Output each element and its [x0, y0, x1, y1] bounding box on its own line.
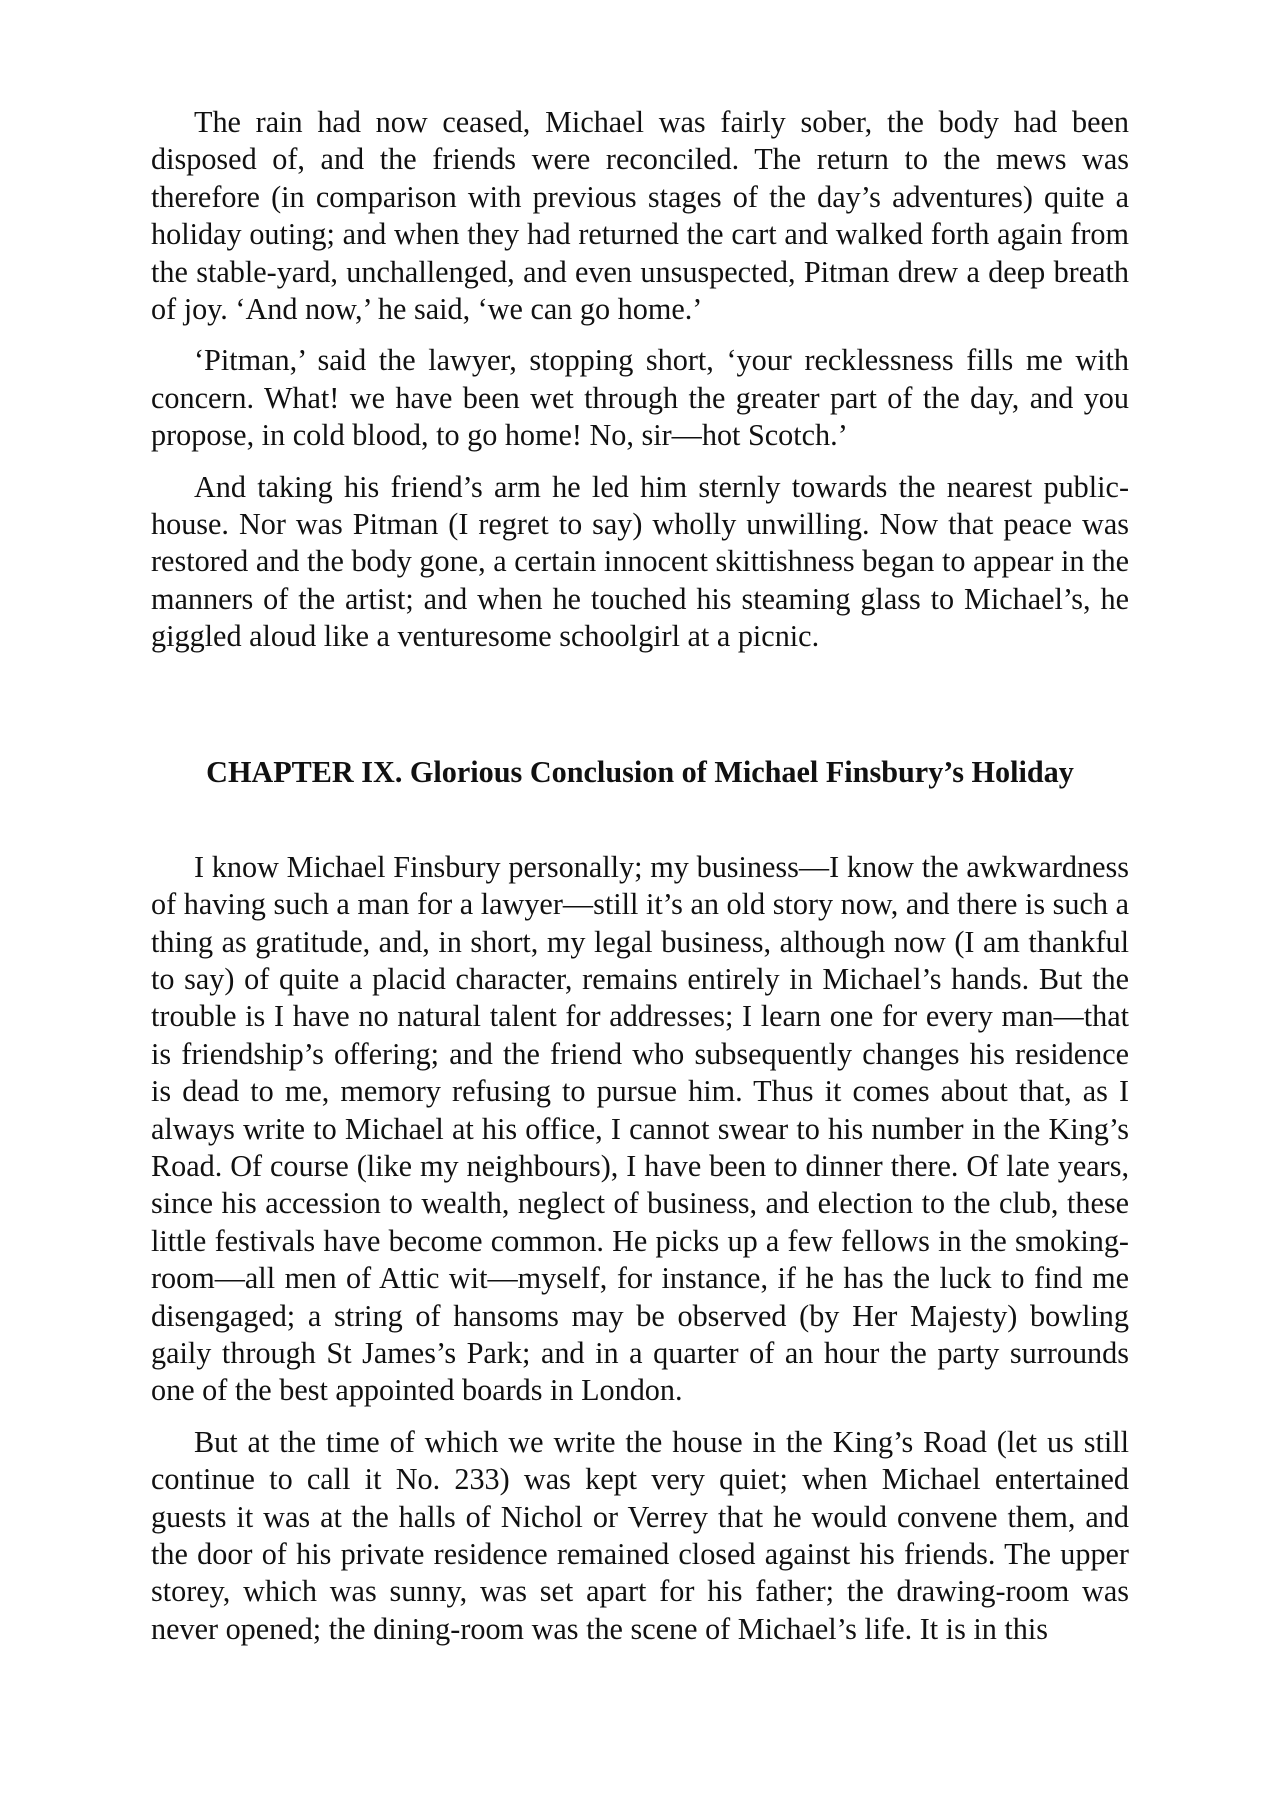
paragraph-return-to-mews: The rain had now ceased, Michael was fairly sober, the body had been disposed of, and the friends were reconciled. The return to the mews was therefore (in comparison with previous stages of the day’s adventures) quite a holiday outing; and when they had returned the cart and walked forth again from the stable-yard, unchallenged, and even unsuspected, Pitman drew a deep breath of joy. ‘And now,’ he said, ‘we can go home.’ [151, 105, 1129, 327]
paragraph-kings-road-house: But at the time of which we write the house in the King’s Road (let us still continue to call it No. 233) was kept very quiet; when Michael entertained guests it was at the halls of Nichol or Verrey that he would convene them, and the door of his private residence remained closed against his friends. The upper storey, which was sunny, was set apart for his father; the drawing-room was never opened; the dining-room was the scene of Michael’s life. It is in this [151, 1424, 1129, 1646]
book-page [151, 104, 1129, 1662]
paragraph-michael-finsbury-personally: I know Michael Finsbury personally; my business—I know the awkwardness of having such a man for a lawyer—still it’s an old story now, and there is such a thing as gratitude, and, in short, my legal business, although now (I am thankful to say) of quite a placid character, remains entirely in Michael’s hands. But the trouble is I have no natural talent for addresses; I learn one for every man—that is friendship’s offering; and the friend who subsequently changes his residence is dead to me, memory refusing to pursue him. Thus it comes about that, as I always write to Michael at his office, I cannot swear to his number in the King’s Road. Of course (like my neighbours), I have been to dinner there. Of late years, since his accession to wealth, neglect of business, and election to the club, these little festivals have become common. He picks up a few fellows in the smoking-room—all men of Attic wit—myself, for instance, if he has the luck to find me disengaged; a string of hansoms may be observed (by Her Majesty) bowling gaily through St James’s Park; and in a quarter of an hour the party surrounds one of the best appointed boards in London. [151, 849, 1129, 1408]
paragraph-public-house: And taking his friend’s arm he led him sternly towards the nearest public-house. Nor was Pitman (I regret to say) wholly unwilling. Now that peace was restored and the body gone, a certain innocent skittishness began to appear in the manners of the artist; and when he touched his steaming glass to Michael’s, he giggled aloud like a venturesome schoolgirl at a picnic. [151, 469, 1129, 654]
chapter-heading: CHAPTER IX. Glorious Conclusion of Michael Finsbury’s Holiday [206, 754, 1074, 789]
chapter-body [151, 849, 1129, 1649]
paragraph-hot-scotch: ‘Pitman,’ said the lawyer, stopping short, ‘your recklessness fills me with concern. What! we have been wet through the greater part of the day, and you propose, in cold blood, to go home! No, sir—hot Scotch.’ [151, 343, 1129, 453]
